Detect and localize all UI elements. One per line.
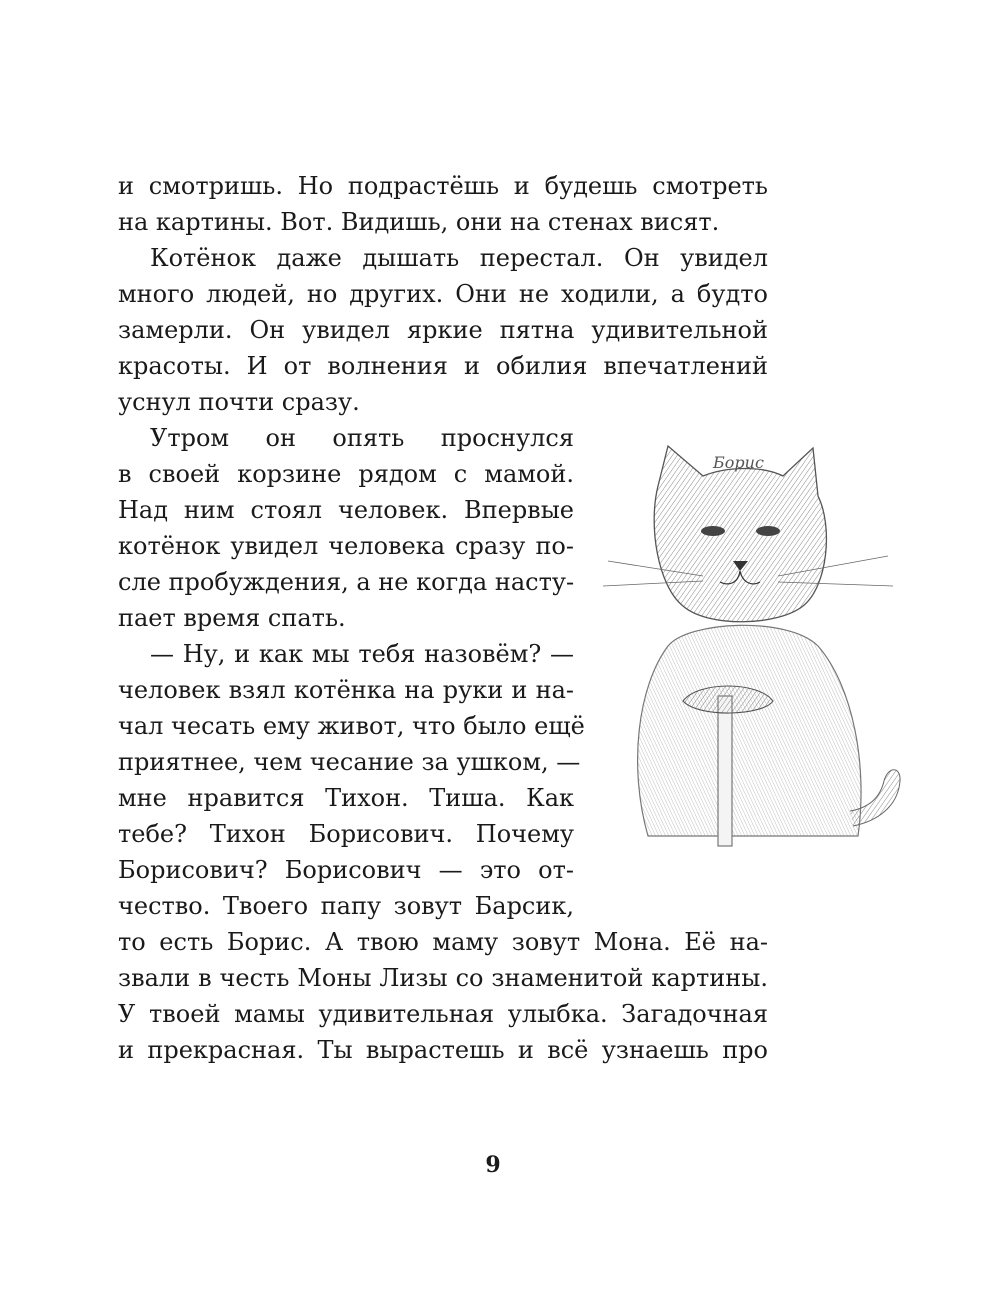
text-line: котёнок увидел человека сразу по-: [118, 532, 574, 560]
cat-body: [638, 625, 861, 836]
text-line: чество. Твоего папу зовут Барсик,: [118, 892, 574, 920]
text-line: звали в честь Моны Лизы со знаменитой картины.: [118, 964, 768, 992]
cat-name-label: Борис: [713, 453, 764, 472]
text-line: то есть Борис. А твою маму зовут Мона. Её на-: [118, 928, 768, 956]
text-line: на картины. Вот. Видишь, они на стенах висят.: [118, 208, 720, 236]
text-line: У твоей мамы удивительная улыбка. Загадочная: [118, 1000, 768, 1028]
text-line: мне нравится Тихон. Тиша. Как: [118, 784, 574, 812]
text-line: приятнее, чем чесание за ушком, —: [118, 748, 581, 776]
text-line: Котёнок даже дышать перестал. Он увидел: [150, 244, 768, 272]
cat-eye-right: [756, 526, 780, 536]
text-line: тебе? Тихон Борисович. Почему: [118, 820, 574, 848]
text-line: Борисович? Борисович — это от-: [118, 856, 574, 884]
page-number: 9: [485, 1152, 501, 1178]
text-line: Над ним стоял человек. Впервые: [118, 496, 574, 524]
text-line: пает время спать.: [118, 604, 346, 632]
text-line: и смотришь. Но подрастёшь и будешь смотреть: [118, 172, 768, 200]
text-line: уснул почти сразу.: [118, 388, 360, 416]
text-line: в своей корзине рядом с мамой.: [118, 460, 574, 488]
cat-head: [654, 446, 826, 622]
text-line: — Ну, и как мы тебя назовём? —: [150, 640, 574, 668]
cat-sketch-illustration: [588, 436, 928, 866]
text-line: замерли. Он увидел яркие пятна удивительной: [118, 316, 768, 344]
text-line: и прекрасная. Ты вырастешь и всё узнаешь про: [118, 1036, 768, 1064]
text-line: чал чесать ему живот, что было ещё: [118, 712, 585, 740]
text-line: Утром он опять проснулся: [150, 424, 574, 452]
walking-stick: [718, 696, 732, 846]
text-line: красоты. И от волнения и обилия впечатлений: [118, 352, 768, 380]
cat-eye-left: [701, 526, 725, 536]
text-line: сле пробуждения, а не когда насту-: [118, 568, 575, 596]
text-line: человек взял котёнка на руки и на-: [118, 676, 574, 704]
text-line: много людей, но других. Они не ходили, а будто: [118, 280, 768, 308]
